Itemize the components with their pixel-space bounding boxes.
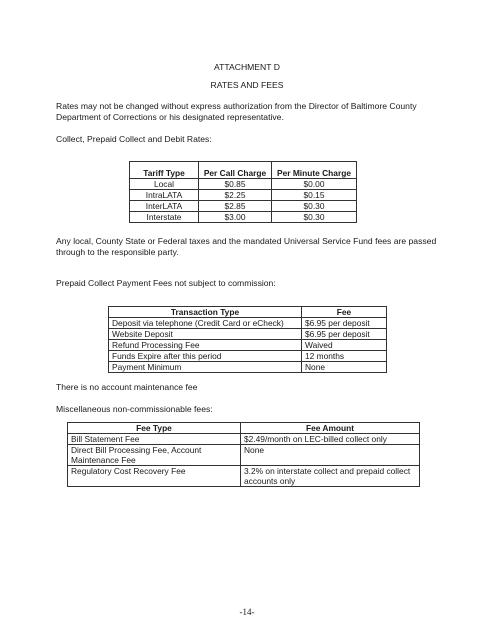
table-cell: Payment Minimum — [109, 362, 302, 373]
table-cell: InterLATA — [130, 201, 199, 212]
prepaid-fees-table — [108, 306, 387, 373]
intro-paragraph: Rates may not be changed without express authorization from the Director of Baltimore County Department of Corrections or his designated representative. — [56, 101, 417, 122]
table-cell: None — [302, 362, 387, 373]
table-header-row — [109, 307, 387, 318]
column-header: Per Call Charge — [199, 162, 272, 179]
table-header-row — [68, 423, 420, 434]
table-cell: $6.95 per deposit — [302, 318, 387, 329]
table-cell: $2.25 — [199, 190, 272, 201]
table-cell: $0.15 — [272, 190, 357, 201]
table-cell: $3.00 — [199, 212, 272, 223]
taxes-note: Any local, County State or Federal taxes and the mandated Universal Service Fund fees are passed through to the responsible party. — [56, 236, 437, 257]
maintenance-note: There is no account maintenance fee — [56, 382, 198, 392]
misc-title: Miscellaneous non-commissionable fees: — [56, 404, 213, 414]
table-cell: $0.30 — [272, 201, 357, 212]
table-row — [130, 179, 357, 190]
table-row — [68, 466, 420, 487]
table-cell: $2.85 — [199, 201, 272, 212]
table-header-row — [130, 162, 357, 179]
tariff-table — [129, 161, 357, 223]
table-cell: Refund Processing Fee — [109, 340, 302, 351]
table-cell: $0.00 — [272, 179, 357, 190]
column-header: Tariff Type — [130, 162, 199, 179]
table-cell: 3.2% on interstate collect and prepaid collect accounts only — [241, 466, 420, 487]
table-cell: $2.49/month on LEC-billed collect only — [241, 434, 420, 445]
table-row — [109, 340, 387, 351]
table-cell: Waived — [302, 340, 387, 351]
table-row — [130, 212, 357, 223]
table-cell: $0.30 — [272, 212, 357, 223]
column-header: Per Minute Charge — [272, 162, 357, 179]
table-cell: Interstate — [130, 212, 199, 223]
section-subheading: RATES AND FEES — [210, 80, 284, 90]
table-cell: Regulatory Cost Recovery Fee — [68, 466, 241, 487]
prepaid-title: Prepaid Collect Payment Fees not subject to commission: — [56, 278, 276, 288]
column-header: Fee — [302, 307, 387, 318]
column-header: Fee Amount — [241, 423, 420, 434]
table-cell: Website Deposit — [109, 329, 302, 340]
page-number: -14- — [239, 607, 255, 617]
misc-fees-table — [67, 422, 420, 487]
table-cell: Direct Bill Processing Fee, Account Maintenance Fee — [68, 445, 241, 466]
table-row — [109, 318, 387, 329]
table-cell: Deposit via telephone (Credit Card or eCheck) — [109, 318, 302, 329]
table-row — [68, 445, 420, 466]
table-cell: 12 months — [302, 351, 387, 362]
rates-title: Collect, Prepaid Collect and Debit Rates: — [56, 134, 212, 144]
table-row — [109, 329, 387, 340]
table-cell: None — [241, 445, 420, 466]
column-header: Fee Type — [68, 423, 241, 434]
table-row — [68, 434, 420, 445]
column-header: Transaction Type — [109, 307, 302, 318]
table-row — [109, 362, 387, 373]
table-cell: Bill Statement Fee — [68, 434, 241, 445]
table-cell: IntraLATA — [130, 190, 199, 201]
table-row — [109, 351, 387, 362]
table-cell: Local — [130, 179, 199, 190]
attachment-heading: ATTACHMENT D — [214, 62, 280, 72]
table-row — [130, 190, 357, 201]
table-cell: $6.95 per deposit — [302, 329, 387, 340]
table-cell: $0.85 — [199, 179, 272, 190]
table-cell: Funds Expire after this period — [109, 351, 302, 362]
table-row — [130, 201, 357, 212]
